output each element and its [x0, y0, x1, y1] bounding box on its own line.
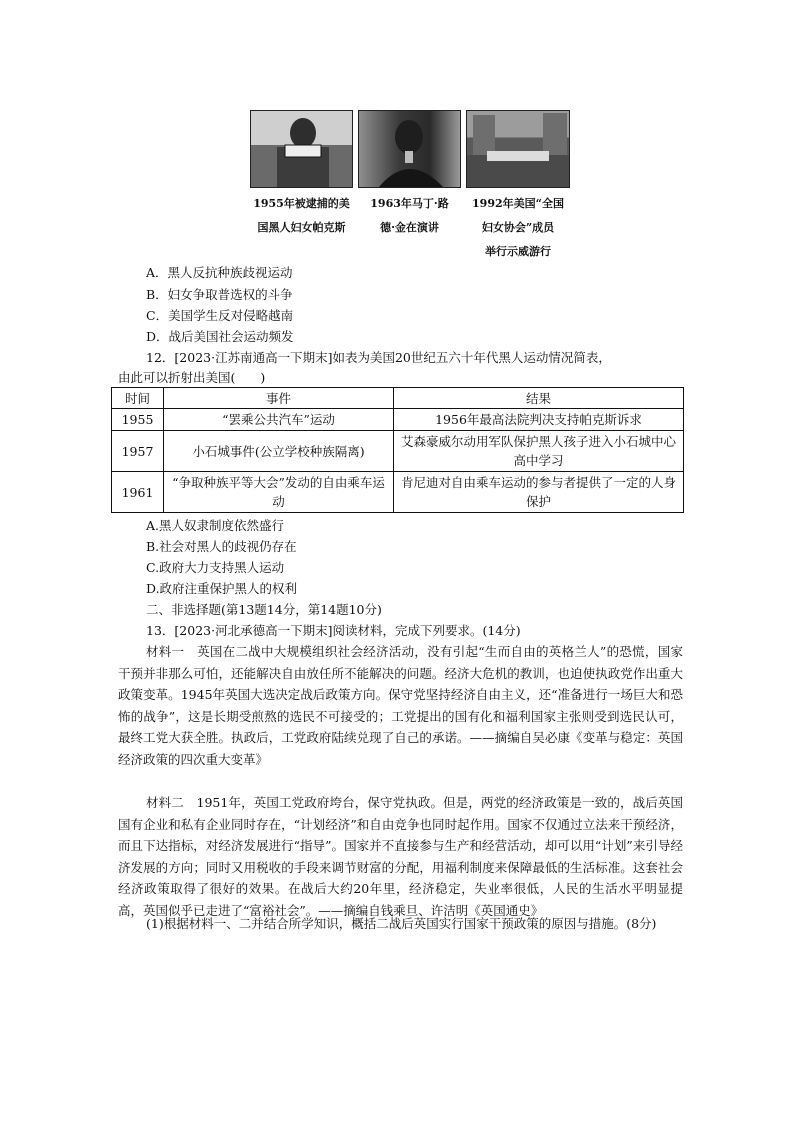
- table-row: [112, 472, 684, 513]
- q12-option-a: A.黑人奴隶制度依然盛行: [146, 518, 285, 533]
- section-title: 二、非选择题(第13题14分，第14题10分): [146, 602, 382, 617]
- row-result: 艾森豪威尔动用军队保护黑人孩子进入小石城中心高中学习: [394, 431, 684, 472]
- photo-march-caption-2: 妇女协会”成员: [481, 221, 555, 234]
- row-event: “罢乘公共汽车”运动: [164, 409, 394, 431]
- row-event: “争取种族平等大会”发动的自由乘车运动: [164, 472, 394, 513]
- row-result: 1956年最高法院判决支持帕克斯诉求: [394, 409, 684, 431]
- photo-king: [358, 110, 461, 240]
- q12-option-d: D.政府注重保护黑人的权利: [146, 581, 298, 596]
- photo-king-image: [358, 110, 461, 188]
- q13-stem: 13．[2023·河北承德高一下期末]阅读材料，完成下列要求。(14分): [146, 623, 521, 638]
- q11-option-d: D．战后美国社会运动频发: [146, 329, 294, 344]
- q13-question1: (1)根据材料一、二并结合所学知识，概括二战后英国实行国家干预政策的原因与措施。(8分): [146, 916, 657, 931]
- photo-parks-caption-2: 国黑人妇女帕克斯: [257, 221, 346, 234]
- photo-king-caption-2: 德·金在演讲: [380, 221, 439, 234]
- q11-option-a: A．黑人反抗种族歧视运动: [146, 265, 293, 280]
- q12-stem-line1: 12．[2023·江苏南通高一下期末]如表为美国20世纪五六十年代黑人运动情况简表，: [146, 350, 611, 365]
- table-row: [112, 409, 684, 431]
- black-movement-table: [111, 387, 684, 513]
- q12-option-b: B.社会对黑人的歧视仍存在: [146, 539, 297, 554]
- q13-material1: 材料一 英国在二战中大规模组织社会经济活动，没有引起“生而自由的英格兰人”的恐慌，国家干预并非那么可怕，还能解决自由放任所不能解决的问题。经济大危机的教训，也迫使执政党作出重大政策变革。1945年英国大选决定战后政策方向。保守党坚持经济自由主义，还“准备进行一场巨大和恐怖的战争”，这是长期受煎熬的选民不可接受的；工党提出的国有化和福利国家主张则受到选民认可，最终工党大获全胜。执政后，工党政府陆续兑现了自己的承诺。——摘编自吴必康《变革与稳定：英国经济政策的四次重大变革》: [118, 644, 683, 767]
- q12-stem-line2: 由此可以折射出美国( ): [118, 370, 266, 385]
- q13-material2: 材料二 1951年，英国工党政府垮台，保守党执政。但是，两党的经济政策是一致的，战后英国国有企业和私有企业同时存在，“计划经济”和自由竞争也同时起作用。国家不仅通过立法来干预经济，而且下达指标，对经济发展进行“指导”。国家并不直接参与生产和经营活动，却可以用“计划”来引导经济发展的方向；同时又用税收的手段来调节财富的分配，用福利制度来保障最低的生活标准。这套社会经济政策取得了很好的效果。在战后大约20年里，经济稳定，失业率很低，人民的生活水平明显提高，英国似乎已走进了“富裕社会”。——摘编自钱乘旦、许洁明《英国通史》: [118, 795, 683, 918]
- photo-march-caption-3: 举行示威游行: [485, 245, 551, 258]
- row-time: 1961: [112, 472, 164, 513]
- row-time: 1955: [112, 409, 164, 431]
- header-result: 结果: [394, 388, 684, 409]
- header-event: 事件: [164, 388, 394, 409]
- photo-parks: [250, 110, 353, 240]
- row-event: 小石城事件(公立学校种族隔离): [164, 431, 394, 472]
- photo-parks-image: [250, 110, 353, 188]
- table-header-row: [112, 388, 684, 409]
- photo-march-caption-1: 1992年美国“全国: [472, 197, 564, 210]
- row-result: 肯尼迪对自由乘车运动的参与者提供了一定的人身保护: [394, 472, 684, 513]
- row-time: 1957: [112, 431, 164, 472]
- q11-option-c: C．美国学生反对侵略越南: [146, 308, 294, 323]
- photo-march-image: [466, 110, 570, 188]
- photo-parks-caption-1: 1955年被逮捕的美: [253, 197, 350, 210]
- photo-march: [466, 110, 570, 264]
- header-time: 时间: [112, 388, 164, 409]
- q12-option-c: C.政府大力支持黑人运动: [146, 560, 285, 575]
- photo-king-caption-1: 1963年马丁·路: [370, 197, 449, 210]
- q11-option-b: B．妇女争取普选权的斗争: [146, 287, 293, 302]
- photo-row: [250, 110, 572, 258]
- table-row: [112, 431, 684, 472]
